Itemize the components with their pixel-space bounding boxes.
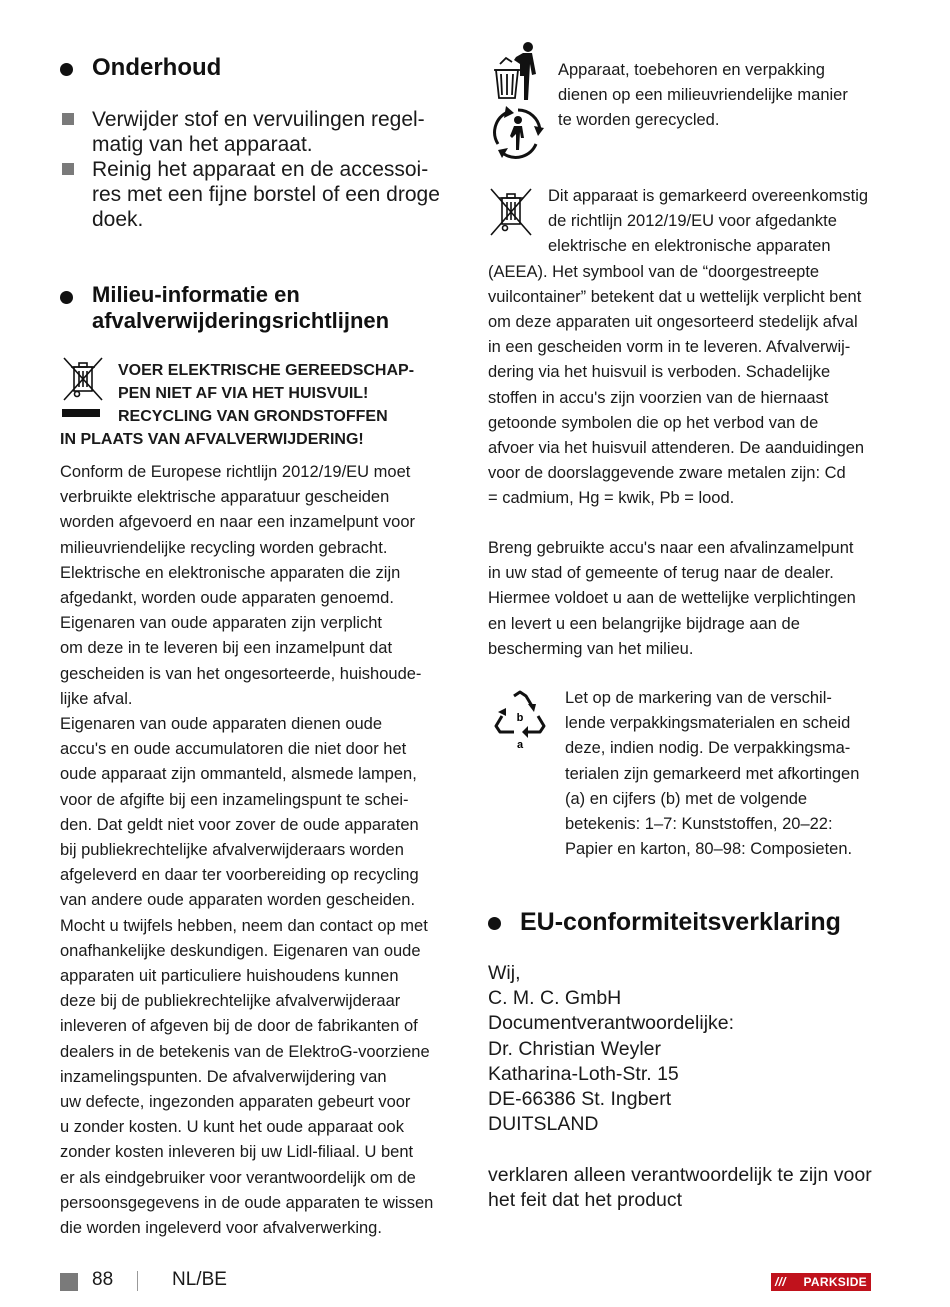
text-line: Eigenaren van oude apparaten zijn verplicht (60, 614, 382, 633)
bullet-dot (488, 917, 501, 930)
text-line: voor de doorslaggevende zware metalen zijn: Cd (488, 464, 846, 483)
heading-eu-conformity: EU-conformiteitsverklaring (488, 908, 908, 936)
label-b: b (516, 712, 524, 724)
footer-separator (137, 1271, 138, 1291)
disposal-body (60, 460, 470, 1241)
list-item: Reinig het apparaat en de accessoi- res met een fijne borstel of een droge doek. (60, 157, 465, 232)
text-line: stoffen in accu's zijn voorzien van de hiernaast (488, 388, 829, 407)
text-line: DE-66386 St. Ingbert (488, 1088, 672, 1111)
text-line: verbruikte elektrische apparatuur gescheiden (60, 488, 390, 507)
text-line: Mocht u twijfels hebben, neem dan contact op met (60, 916, 428, 935)
text-line: = cadmium, Hg = kwik, Pb = lood. (488, 489, 735, 508)
text-line: om deze apparaten uit ongesorteerd stedelijk afval (488, 313, 858, 332)
text-line: in een gescheiden vorm in te leveren. Afvalverwij- (488, 338, 851, 357)
text-line: lijke afval. (60, 689, 133, 708)
text-line: bescherming van het milieu. (488, 639, 694, 658)
warning-text: VOER ELEKTRISCHE GEREEDSCHAP- PEN NIET AF VIA HET HUISVUIL! RECYCLING VAN GRONDSTOFFEN IN PLAATS VAN AFVALVERWIJDERING! (60, 362, 415, 448)
text-line: vuilcontainer” betekent dat u wettelijk verplicht bent (488, 287, 862, 306)
footer-square (60, 1273, 78, 1291)
label-a: a (516, 739, 524, 750)
brand-stripes: /// (775, 1275, 786, 1289)
text-line: betekenis: 1–7: Kunststoffen, 20–22: (565, 815, 833, 834)
text-line: bij publiekrechtelijke afvalverwijderaars worden (60, 841, 404, 860)
text-line: zonder kosten inleveren bij uw Lidl-filiaal. U bent (60, 1143, 414, 1162)
text-line: inleveren of afgeven bij de door de fabrikanten of (60, 1017, 418, 1036)
heading-onderhoud: Onderhoud (60, 54, 465, 82)
text-line: u zonder kosten. U kunt het oude apparaat ook (60, 1118, 404, 1137)
list-item: Verwijder stof en vervuilingen regel- matig van het apparaat. (60, 107, 465, 157)
text-line: den. Dat geldt niet voor zover de oude apparaten (60, 815, 419, 834)
text-line: Katharina-Loth-Str. 15 (488, 1062, 679, 1085)
text-line: Hiermee voldoet u aan de wettelijke verplichtingen (488, 589, 856, 608)
square-bullet (62, 163, 74, 175)
accu-text (488, 536, 898, 662)
text-line: Conform de Europese richtlijn 2012/19/EU moet (60, 463, 411, 481)
text-line: (a) en cijfers (b) met de volgende (565, 789, 808, 808)
text-line: DUITSLAND (488, 1113, 599, 1136)
text-line: afgeleverd en daar ter voorbereiding op recycling (60, 866, 419, 885)
maintenance-list (60, 107, 465, 232)
recycle-text: Apparaat, toebehoren en verpakking dienen op een milieuvriendelijke manier te worden gerecycled. (558, 61, 848, 130)
declaration-text: verklaren alleen verantwoordelijk te zijn voor het feit dat het product (488, 1164, 872, 1212)
text-line: Papier en karton, 80–98: Composieten. (565, 840, 853, 859)
bullet-dot (60, 63, 73, 76)
text-line: persoonsgegevens in de oude apparaten te wissen (60, 1193, 434, 1212)
text-line: onafhankelijke deskundigen. Eigenaren van oude (60, 941, 421, 960)
text-line: Documentverantwoordelijke: (488, 1012, 735, 1035)
text-line: in uw stad of gemeente of terug naar de dealer. (488, 564, 834, 583)
text-line: van andere oude apparaten worden gescheiden. (60, 891, 416, 910)
text-line: deze, indien nodig. De verpakkingsma- (565, 739, 851, 758)
text-line: terialen zijn gemarkeerd met afkortingen (565, 764, 860, 783)
text-line: afvoer via het huisvuil attenderen. De aanduidingen (488, 439, 865, 458)
text-line: om deze in te leveren bij een inzamelpunt dat (60, 639, 393, 658)
page-number: 88 (92, 1269, 114, 1290)
text-line: er als eindgebruiker voor verantwoordelijk om de (60, 1168, 416, 1187)
text-line: Wij, (488, 962, 521, 984)
text-line: gescheiden is van het ongesorteerde, huishoude- (60, 664, 422, 683)
recycling-triangle-icon (492, 690, 548, 750)
text-line: dering via het huisvuil is verboden. Schadelijke (488, 363, 831, 382)
text-line: Breng gebruikte accu's naar een afvalinzamelpunt (488, 539, 854, 557)
text-line: inzamelingspunten. De afvalverwijdering van (60, 1067, 387, 1086)
language-code: NL/BE (172, 1269, 227, 1290)
text-line: accu's en oude accumulatoren die niet door het (60, 740, 407, 759)
text-line: afgedankt, worden oude apparaten genoemd. (60, 589, 394, 608)
text-line: deze bij de publiekrechtelijke afvalverwijderaar (60, 992, 401, 1011)
text-line: voor de afgifte bij een inzamelingspunt te schei- (60, 790, 409, 809)
text-line: oude apparaat zijn ommanteld, alsmede lampen, (60, 765, 417, 784)
text-line: milieuvriendelijke recycling worden gebracht. (60, 538, 388, 557)
text-line: Let op de markering van de verschil- (565, 689, 832, 707)
bullet-dot (60, 291, 73, 304)
address-block (488, 961, 898, 1137)
brand-name: PARKSIDE (803, 1275, 867, 1289)
text-line: (AEEA). Het symbool van de “doorgestreepte (488, 262, 820, 281)
litter-bin-person-icon (490, 40, 542, 102)
text-line: en levert u een belangrijke bijdrage aan de (488, 614, 800, 633)
heading-milieu: Milieu-informatie en afvalverwijderingsrichtlijnen (60, 282, 465, 334)
weee-text: Dit apparaat is gemarkeerd overeenkomstig de richtlijn 2012/19/EU voor afgedankte elektrische en elektronische apparaten (AEEA). Het symbool van de “doorgestreepte vuilcontainer” betekent dat u wettelijk verplicht bent om deze apparaten uit ongesorteerd stedelijk afval in een gescheiden vorm in te leveren. Afvalverwij- dering via het huisvuil is verboden. Schadelijke stoffen in accu's zijn voorzien van de hiernaast getoonde symbolen die op het verbod van de afvoer via het huisvuil attenderen. De aanduidingen voor de doorslaggevende zware metalen zijn: Cd = cadmium, Hg = kwik, Pb = lood. (488, 184, 898, 512)
brand-logo (771, 1273, 871, 1291)
text-line: apparaten uit particuliere huishoudens kunnen (60, 967, 399, 986)
text-line: die worden ingeleverd voor afvalverwerking. (60, 1219, 382, 1238)
text-line: Eigenaren van oude apparaten dienen oude (60, 715, 383, 734)
text-line: Dr. Christian Weyler (488, 1037, 662, 1060)
text-line: lende verpakkingsmaterialen en scheid (565, 714, 851, 733)
text-line: uw defecte, ingezonden apparaten gebeurt voor (60, 1093, 411, 1112)
text-line: dealers in de betekenis van de ElektroG-voorziene (60, 1042, 430, 1061)
recycling-person-icon (488, 104, 546, 160)
text-line: worden afgevoerd en naar een inzamelpunt voor (60, 513, 415, 532)
square-bullet (62, 113, 74, 125)
text-line: getoonde symbolen die op het verbod van de (488, 413, 819, 432)
text-line: Elektrische en elektronische apparaten die zijn (60, 563, 401, 582)
packaging-text (565, 686, 900, 862)
text-line: C. M. C. GmbH (488, 987, 622, 1010)
